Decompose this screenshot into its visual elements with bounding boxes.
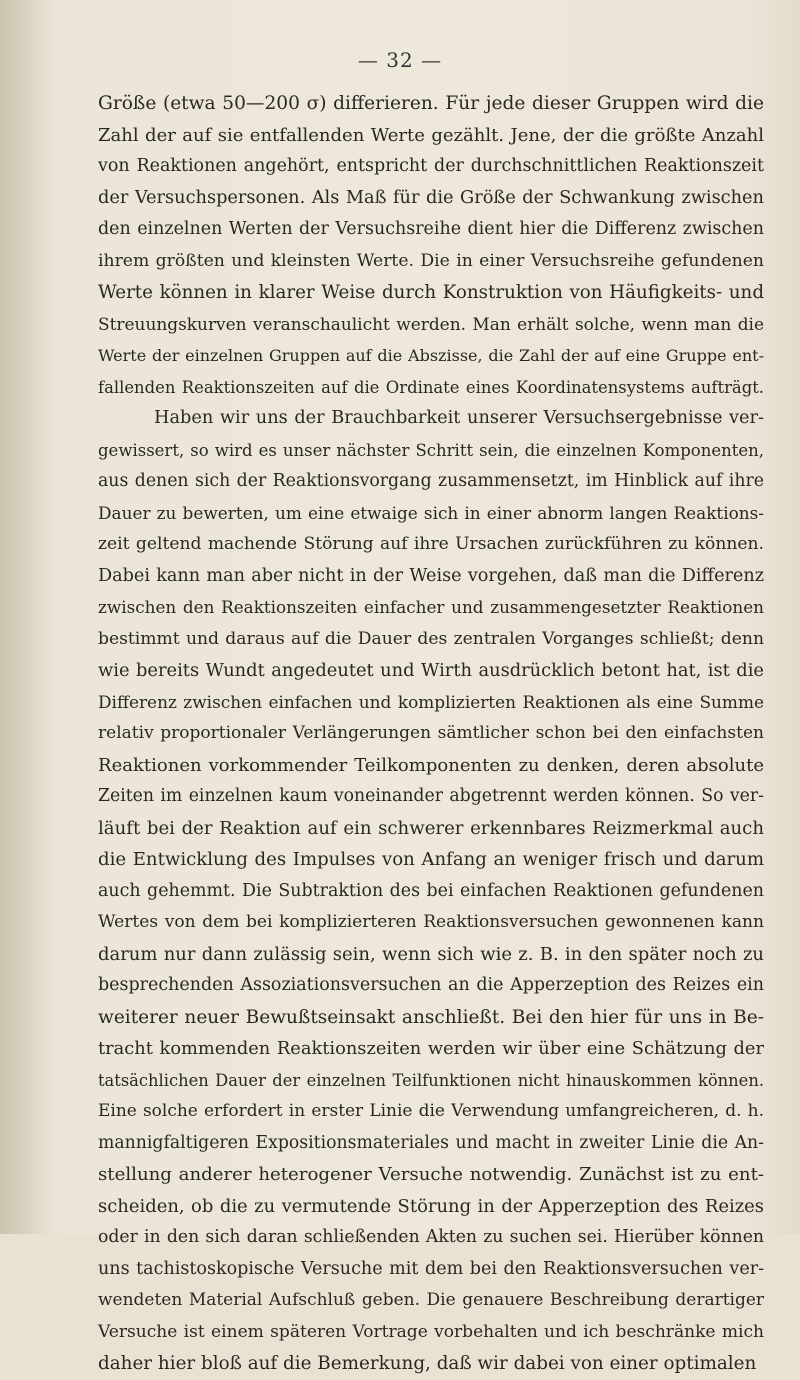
text-line: Dabei kann man aber nicht in der Weise vorgehen, daß man die Differenz bbox=[98, 565, 764, 586]
text-line: stellung anderer heterogener Versuche notwendig. Zunächst ist zu ent- bbox=[98, 1164, 764, 1185]
text-line: tatsächlichen Dauer der einzelnen Teilfunktionen nicht hinauskommen können. bbox=[98, 1070, 764, 1090]
page-number: — 32 — bbox=[357, 48, 443, 72]
text-line: oder in den sich daran schließenden Akten zu suchen sei. Hierüber können bbox=[98, 1227, 764, 1247]
text-line: aus denen sich der Reaktionsvorgang zusammensetzt, im Hinblick auf ihre bbox=[98, 471, 764, 491]
text-line: wendeten Material Aufschluß geben. Die genauere Beschreibung derartiger bbox=[98, 1290, 764, 1310]
text-line: darum nur dann zulässig sein, wenn sich wie z. B. in den später noch zu bbox=[98, 943, 764, 965]
text-line: daher hier bloß auf die Bemerkung, daß wir dabei von einer optimalen bbox=[98, 1353, 757, 1374]
text-line: Größe (etwa 50—200 σ) differieren. Für jede dieser Gruppen wird die bbox=[98, 93, 764, 114]
text-line: mannigfaltigeren Expositionsmateriales und macht in zweiter Linie die An- bbox=[98, 1132, 764, 1153]
text-line: weiterer neuer Bewußtseinsakt anschließt. Bei den hier für uns in Be- bbox=[98, 1006, 764, 1028]
text-line: Eine solche erfordert in erster Linie die Verwendung umfangreicheren, d. h. bbox=[98, 1101, 764, 1121]
text-line: fallenden Reaktionszeiten auf die Ordinate eines Koordinatensystems aufträgt. bbox=[98, 377, 764, 397]
text-line: Reaktionen vorkommender Teilkomponenten zu denken, deren absolute bbox=[98, 754, 764, 776]
text-line: besprechenden Assoziationsversuchen an die Apperzeption des Reizes ein bbox=[98, 975, 764, 995]
text-line: Dauer zu bewerten, um eine etwaige sich in einer abnorm langen Reaktions- bbox=[98, 502, 764, 523]
text-line: ihrem größten und kleinsten Werte. Die in einer Versuchsreihe gefundenen bbox=[98, 250, 764, 271]
text-line: Werte können in klarer Weise durch Konstruktion von Häufigkeits- und bbox=[98, 282, 764, 303]
spine-shadow bbox=[0, 0, 60, 1234]
text-line: Werte der einzelnen Gruppen auf die Abszisse, die Zahl der auf eine Gruppe ent- bbox=[98, 346, 764, 365]
text-line: zeit geltend machende Störung auf ihre Ursachen zurückführen zu können. bbox=[98, 534, 764, 554]
text-line: Zahl der auf sie entfallenden Werte gezählt. Jene, der die größte Anzahl bbox=[98, 124, 764, 146]
text-line: gewissert, so wird es unser nächster Schritt sein, die einzelnen Komponenten, bbox=[98, 440, 764, 460]
text-line: läuft bei der Reaktion auf ein schwerer erkennbares Reizmerkmal auch bbox=[98, 817, 764, 839]
text-line: Wertes von dem bei komplizierteren Reaktionsversuchen gewonnenen kann bbox=[98, 912, 764, 932]
text-line: Differenz zwischen einfachen und komplizierten Reaktionen als eine Summe bbox=[98, 691, 764, 712]
text-line: uns tachistoskopische Versuche mit dem bei den Reaktionsversuchen ver- bbox=[98, 1258, 764, 1279]
text-line: Haben wir uns der Brauchbarkeit unserer Versuchsergebnisse ver- bbox=[154, 408, 764, 428]
text-line: auch gehemmt. Die Subtraktion des bei einfachen Reaktionen gefundenen bbox=[98, 880, 764, 901]
text-line: tracht kommenden Reaktionszeiten werden wir über eine Schätzung der bbox=[98, 1038, 764, 1059]
text-line: zwischen den Reaktionszeiten einfacher und zusammengesetzter Reaktionen bbox=[98, 597, 764, 617]
text-line: bestimmt und daraus auf die Dauer des zentralen Vorganges schließt; denn bbox=[98, 628, 764, 649]
text-line: Streuungskurven veranschaulicht werden. Man erhält solche, wenn man die bbox=[98, 313, 764, 334]
text-line: Versuche ist einem späteren Vortrage vorbehalten und ich beschränke mich bbox=[98, 1321, 764, 1342]
text-line: scheiden, ob die zu vermutende Störung in der Apperzeption des Reizes bbox=[98, 1195, 764, 1217]
body-text bbox=[98, 88, 764, 1380]
text-line: wie bereits Wundt angedeutet und Wirth ausdrücklich betont hat, ist die bbox=[98, 660, 764, 681]
text-line: Zeiten im einzelnen kaum voneinander abgetrennt werden können. So ver- bbox=[98, 786, 764, 806]
text-line: relativ proportionaler Verlängerungen sämtlicher schon bei den einfachsten bbox=[98, 723, 764, 743]
text-line: den einzelnen Werten der Versuchsreihe dient hier die Differenz zwischen bbox=[98, 219, 764, 239]
text-line: der Versuchspersonen. Als Maß für die Größe der Schwankung zwischen bbox=[98, 187, 764, 208]
text-line: die Entwicklung des Impulses von Anfang an weniger frisch und darum bbox=[98, 849, 764, 870]
text-line: von Reaktionen angehört, entspricht der durchschnittlichen Reaktionszeit bbox=[98, 156, 764, 176]
